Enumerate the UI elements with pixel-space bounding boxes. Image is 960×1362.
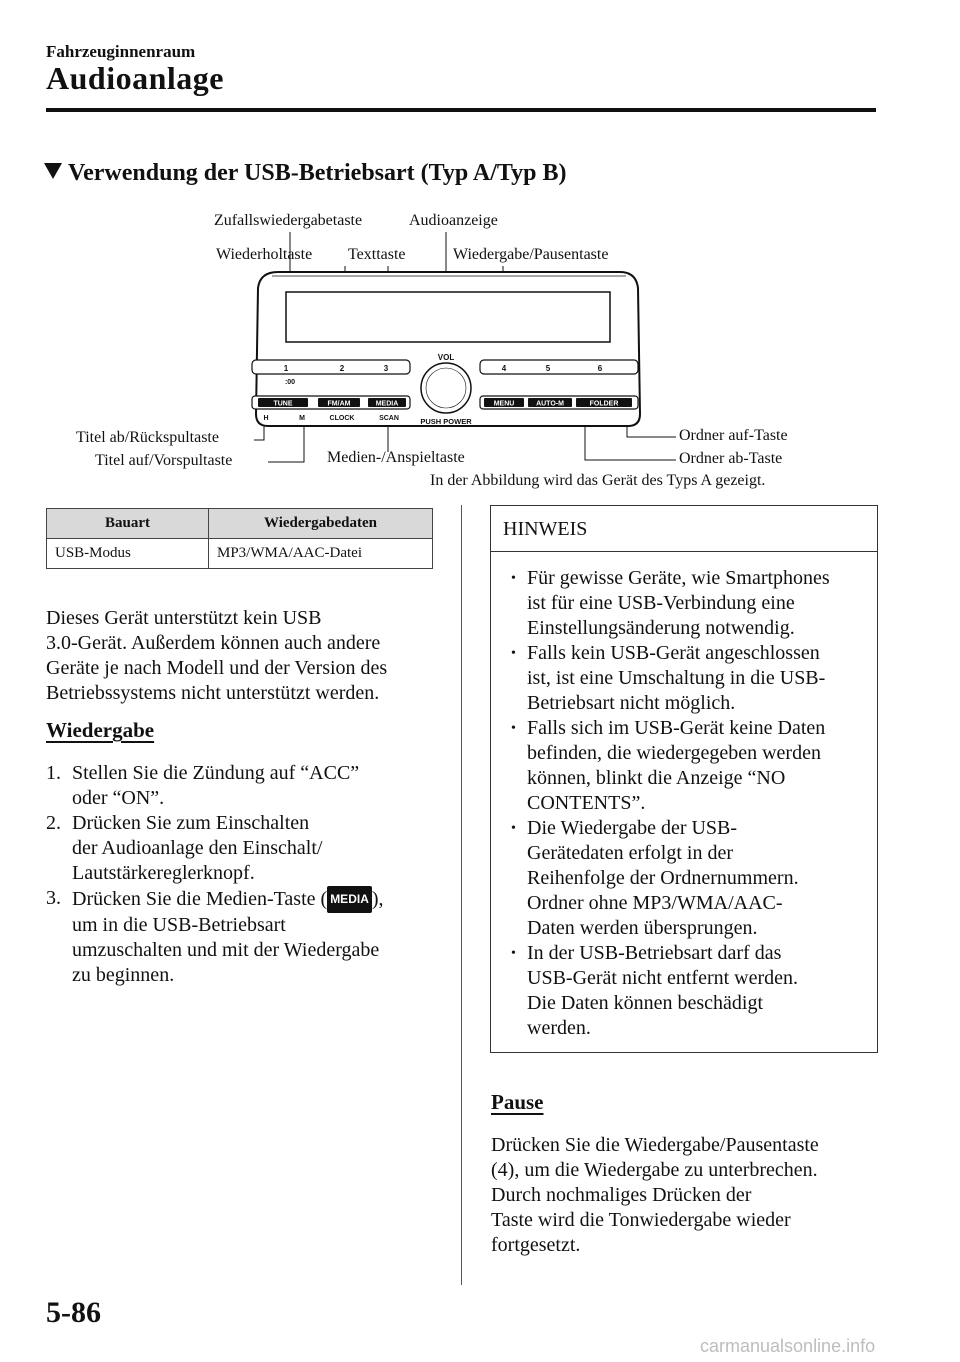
intro-line: Geräte je nach Modell und der Version des [46, 657, 388, 679]
preset-6[interactable]: 6 [597, 364, 603, 373]
notice-line: Gerätedaten erfolgt in der [527, 842, 734, 864]
section-label: Fahrzeuginnenraum [46, 42, 196, 61]
step-number: 1. [46, 762, 61, 784]
table-row [47, 539, 433, 569]
list-item [46, 811, 456, 886]
notice-line: Einstellungsänderung notwendig. [527, 617, 795, 639]
notice-line: ist, ist eine Umschaltung in die USB- [527, 667, 826, 689]
m-label: M [299, 415, 305, 422]
pause-line: fortgesetzt. [491, 1234, 581, 1256]
list-item [46, 761, 456, 811]
playback-steps [46, 761, 456, 988]
step-line: oder “ON”. [72, 787, 165, 809]
step-line: Lautstärkereglerknopf. [72, 862, 255, 884]
playback-heading: Wiedergabe [46, 718, 155, 742]
step-text: ), [371, 888, 384, 910]
notice-line: USB-Gerät nicht entfernt werden. [527, 967, 799, 989]
label-shuffle: Zufallswiedergabetaste [214, 212, 363, 229]
step-line: Drücken Sie zum Einschalten [72, 812, 310, 834]
notice-box [490, 505, 878, 1053]
preset-1[interactable]: 1 [283, 364, 289, 373]
list-item [513, 941, 869, 1041]
label-track-down: Titel ab/Rückspultaste [76, 429, 219, 446]
page-number: 5-86 [46, 1296, 101, 1329]
section-heading-text: Verwendung der USB-Betriebsart (Typ A/Typ B) [68, 160, 567, 186]
list-item [513, 641, 869, 716]
volume-knob[interactable] [421, 363, 471, 413]
scan-label: SCAN [379, 415, 399, 422]
intro-line: 3.0-Gerät. Außerdem können auch andere [46, 632, 381, 654]
label-audio-display: Audioanzeige [409, 212, 498, 229]
step-text: Drücken Sie die Medien-Taste ( [72, 888, 328, 910]
header-rule [46, 108, 876, 112]
notice-line: werden. [527, 1017, 591, 1039]
label-track-up: Titel auf/Vorspultaste [95, 452, 233, 469]
notice-line: • Falls kein USB-Gerät angeschlossen [527, 642, 820, 664]
notice-rule [491, 551, 877, 552]
notice-line: können, blinkt die Anzeige “NO [527, 767, 786, 789]
label-media-play: Medien-/Anspieltaste [327, 449, 465, 466]
table-header: Wiedergabedaten [209, 509, 433, 539]
audio-display [286, 292, 610, 342]
pause-heading: Pause [491, 1090, 544, 1114]
tune-label: TUNE [273, 400, 293, 408]
notice-title: HINWEIS [503, 518, 588, 540]
clock-colon-label: :00 [284, 379, 296, 386]
media-label: MEDIA [375, 400, 399, 408]
table-cell: MP3/WMA/AAC-Datei [209, 539, 433, 569]
section-heading [44, 160, 566, 187]
folder-label: FOLDER [589, 400, 619, 408]
table-header-row [47, 509, 433, 539]
label-text: Texttaste [348, 246, 406, 263]
preset-3[interactable]: 3 [383, 364, 389, 373]
notice-line: • Die Wiedergabe der USB- [527, 817, 738, 839]
step-line: um in die USB-Betriebsart [72, 914, 286, 936]
h-label: H [263, 415, 269, 422]
notice-line: Die Daten können beschädigt [527, 992, 764, 1014]
label-folder-up: Ordner auf-Taste [679, 427, 788, 444]
notice-line: Betriebsart nicht möglich. [527, 692, 736, 714]
table-header: Bauart [47, 509, 209, 539]
spec-table [46, 508, 433, 569]
preset-5[interactable]: 5 [545, 364, 551, 373]
step-line: umzuschalten und mit der Wiedergabe [72, 939, 380, 961]
menu-label: MENU [493, 400, 515, 408]
step-line [72, 886, 456, 913]
label-repeat: Wiederholtaste [216, 246, 313, 263]
vol-label: VOL [437, 353, 455, 362]
pause-line: Drücken Sie die Wiedergabe/Pausentaste [491, 1134, 819, 1156]
notice-line: • In der USB-Betriebsart darf das [527, 942, 782, 964]
notice-line: CONTENTS”. [527, 792, 646, 814]
label-play-pause: Wiedergabe/Pausentaste [453, 246, 609, 263]
preset-2[interactable]: 2 [339, 364, 345, 373]
step-line: Stellen Sie die Zündung auf “ACC” [72, 762, 360, 784]
watermark: carmanualsonline.info [700, 1336, 876, 1356]
intro-line: Betriebssystems nicht unterstützt werden. [46, 682, 380, 704]
preset-4[interactable]: 4 [501, 364, 507, 373]
pause-line: Taste wird die Tonwiedergabe wieder [491, 1209, 791, 1231]
list-item [513, 816, 869, 941]
notice-line: Reihenfolge der Ordnernummern. [527, 867, 799, 889]
notice-line: Ordner ohne MP3/WMA/AAC- [527, 892, 783, 914]
figure-caption: In der Abbildung wird das Gerät des Typs A gezeigt. [430, 472, 766, 489]
table-cell: USB-Modus [47, 539, 209, 569]
list-item [513, 566, 869, 641]
fm-am-label: FM/AM [327, 400, 351, 408]
push-power-label: PUSH POWER [420, 417, 472, 426]
notice-line: ist für eine USB-Verbindung eine [527, 592, 795, 614]
intro-paragraph [46, 606, 456, 706]
column-divider [461, 505, 462, 1285]
step-number: 2. [46, 812, 61, 834]
list-item [46, 886, 456, 988]
step-number: 3. [46, 887, 61, 909]
page-title: Audioanlage [46, 60, 224, 96]
audio-unit-figure [0, 200, 960, 500]
pause-line: (4), um die Wiedergabe zu unterbrechen. [491, 1159, 818, 1181]
notice-line: • Für gewisse Geräte, wie Smartphones [527, 567, 830, 589]
step-line: der Audioanlage den Einschalt/ [72, 837, 323, 859]
notice-list [513, 566, 869, 1041]
pause-paragraph [491, 1133, 891, 1258]
triangle-marker-icon [44, 163, 62, 179]
notice-line: • Falls sich im USB-Gerät keine Daten [527, 717, 826, 739]
label-folder-down: Ordner ab-Taste [679, 450, 783, 467]
list-item [513, 716, 869, 816]
intro-line: Dieses Gerät unterstützt kein USB [46, 607, 322, 629]
notice-line: befinden, die wiedergegeben werden [527, 742, 821, 764]
step-line: zu beginnen. [72, 964, 175, 986]
notice-line: Daten werden übersprungen. [527, 917, 758, 939]
pause-line: Durch nochmaliges Drücken der [491, 1184, 752, 1206]
clock-label: CLOCK [329, 415, 355, 422]
media-key-icon: MEDIA [327, 886, 372, 913]
auto-m-label: AUTO-M [536, 400, 564, 408]
